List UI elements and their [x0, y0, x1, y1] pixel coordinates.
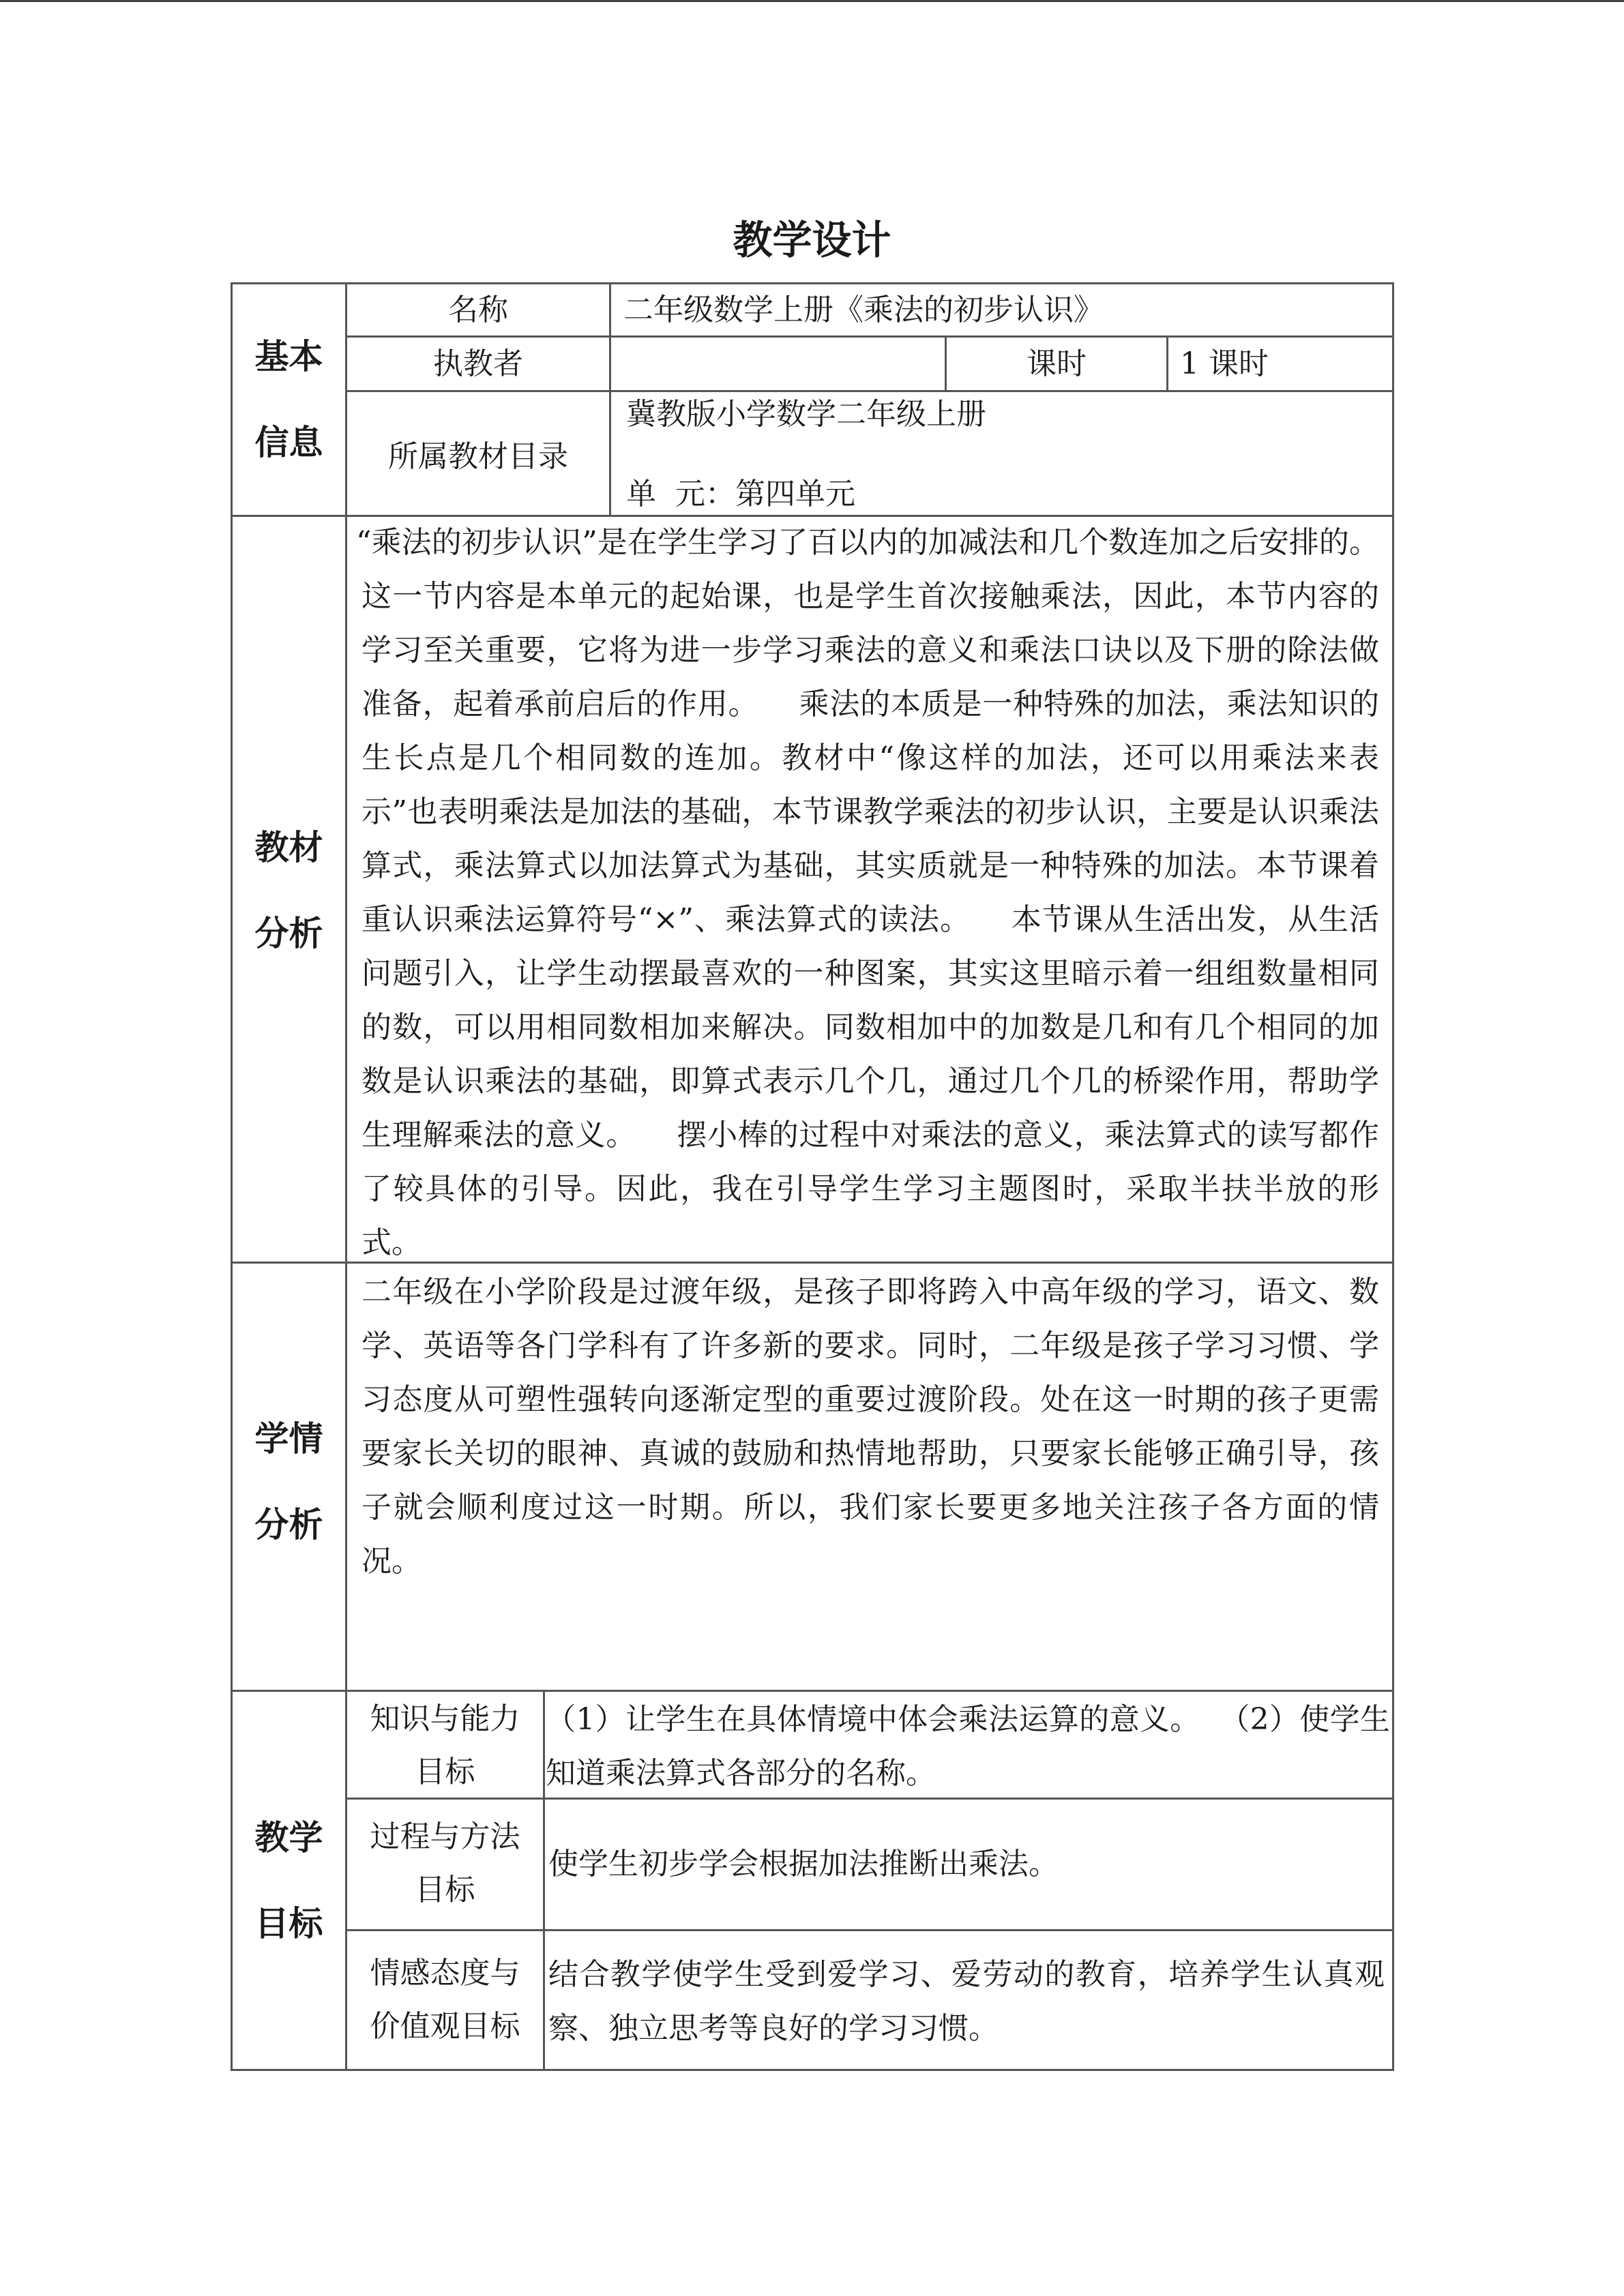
class-period-label: 课时: [1027, 346, 1087, 381]
class-period-value: 1 课时: [1180, 346, 1269, 381]
knowledge-goal-label: 知识与能力 目标: [370, 1701, 520, 1789]
learner-analysis-text: 二年级在小学阶段是过渡年级，是孩子即将跨入中高年级的学习，语文、数学、英语等各门学科有了许多新的要求。同时，二年级是孩子学习习惯、学习态度从可塑性强转向逐渐定型的重要过渡阶段。处在这一时期的孩子更需要家长关切的眼神、真诚的鼓励和热情地帮助，只要家长能够正确引导，孩子就会顺利度过这一时期。所以，我们家长要更多地关注孩子各方面的情况。: [361, 1274, 1379, 1579]
knowledge-goal-text: （1）让学生在具体情境中体会乘法运算的意义。 （2）使学生知道乘法算式各部分的名称。: [546, 1702, 1390, 1791]
emotion-goal-label: 情感态度与 价值观目标: [370, 1956, 520, 2044]
textbook-catalog-label: 所属教材目录: [388, 439, 568, 474]
teacher-value: [623, 338, 937, 390]
course-name-value: 二年级数学上册《乘法的初步认识》: [623, 292, 1104, 327]
process-goal-text: 使学生初步学会根据加法推断出乘法。: [548, 1847, 1059, 1881]
page-top-border: [0, 0, 1624, 2]
teaching-goals-label: 教学 目标: [254, 1818, 323, 1943]
name-label: 名称: [448, 292, 508, 327]
textbook-analysis-text: “乘法的初步认识”是在学生学习了百以内的加减法和几个数连加之后安排的。这一节内容是本单元的起始课，也是学生首次接触乘法，因此，本节内容的学习至关重要，它将为进一步学习乘法的意义和乘法口诀以及下册的除法做准备，起着承前启后的作用。 乘法的本质是一种特殊的加法，乘法知识的生长点是几个相同数的连加。教材中“像这样的加法，还可以用乘法来表示”也表明乘法是加法的基础，本节课教学乘法的初步认识，主要是认识乘法算式，乘法算式以加法算式为基础，其实质就是一种特殊的加法。本节课着重认识乘法运算符号“×”、乘法算式的读法。 本节课从生活出发，从生活问题引入，让学生动摆最喜欢的一种图案，其实这里暗示着一组组数量相同的数，可以用相同数相加来解决。同数相加中的加数是几和有几个相同的加数是认识乘法的基础，即算式表示几个几，通过几个几的桥梁作用，帮助学生理解乘法的意义。 摆小棒的过程中对乘法的意义，乘法算式的读写都作了较具体的引导。因此，我在引导学生学习主题图时，采取半扶半放的形式。: [356, 525, 1379, 1260]
teacher-label: 执教者: [433, 346, 523, 381]
basic-info-section-label: 基本 信息: [254, 337, 323, 462]
textbook-analysis-label: 教材 分析: [254, 828, 323, 953]
emotion-goal-text: 结合教学使学生受到爱学习、爱劳动的教育，培养学生认真观察、独立思考等良好的学习习惯。: [548, 1957, 1385, 2046]
document-title: 教学设计: [733, 217, 891, 263]
textbook-catalog-line-2: 单 元：第四单元: [626, 477, 855, 511]
textbook-catalog-line-1: 冀教版小学数学二年级上册: [626, 397, 986, 432]
learner-analysis-label: 学情 分析: [254, 1419, 323, 1545]
process-goal-label: 过程与方法 目标: [370, 1819, 520, 1907]
